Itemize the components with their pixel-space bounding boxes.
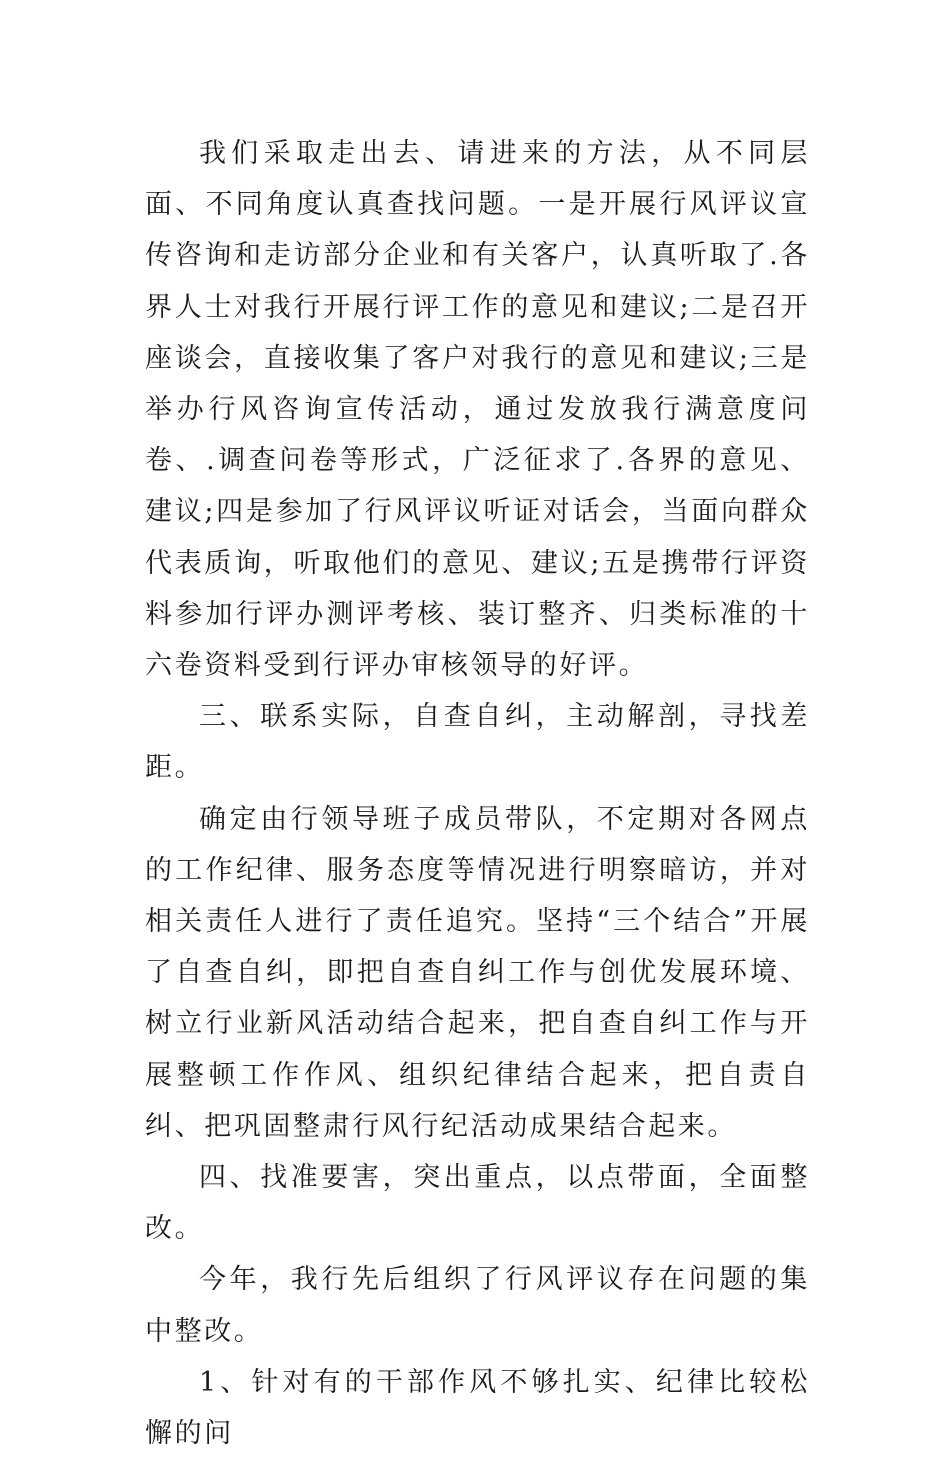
paragraph-rectification: 今年，我行先后组织了行风评议存在问题的集中整改。 [145, 1264, 810, 1347]
section-heading-four: 四、找准要害，突出重点，以点带面，全面整改。 [145, 1162, 810, 1245]
section-heading-three: 三、联系实际，自查自纠，主动解剖，寻找差距。 [145, 701, 810, 784]
paragraph-self-inspection: 确定由行领导班子成员带队，不定期对各网点的工作纪律、服务态度等情况进行明察暗访，并对相关责任人进行了责任追究。坚持“三个结合”开展了自查自纠，即把自查自纠工作与创优发展环境、树立行业新风活动结合起来，把自查自纠工作与开展整顿工作作风、组织纪律结合起来，把自责自纠、把巩固整肃行风行纪活动成果结合起来。 [145, 803, 810, 1142]
document-body [145, 128, 810, 1459]
list-item-one: 1、针对有的干部作风不够扎实、纪律比较松懈的问 [145, 1366, 810, 1450]
paragraph-methods: 我们采取走出去、请进来的方法，从不同层面、不同角度认真查找问题。一是开展行风评议宣传咨询和走访部分企业和有关客户，认真听取了.各界人士对我行开展行评工作的意见和建议;二是召开座谈会，直接收集了客户对我行的意见和建议;三是举办行风咨询宣传活动，通过发放我行满意度问卷、.调查问卷等形式，广泛征求了.各界的意见、建议;四是参加了行风评议听证对话会，当面向群众代表质询，听取他们的意见、建议;五是携带行评资料参加行评办测评考核、装订整齐、归类标准的十六卷资料受到行评办审核领导的好评。 [145, 138, 810, 682]
